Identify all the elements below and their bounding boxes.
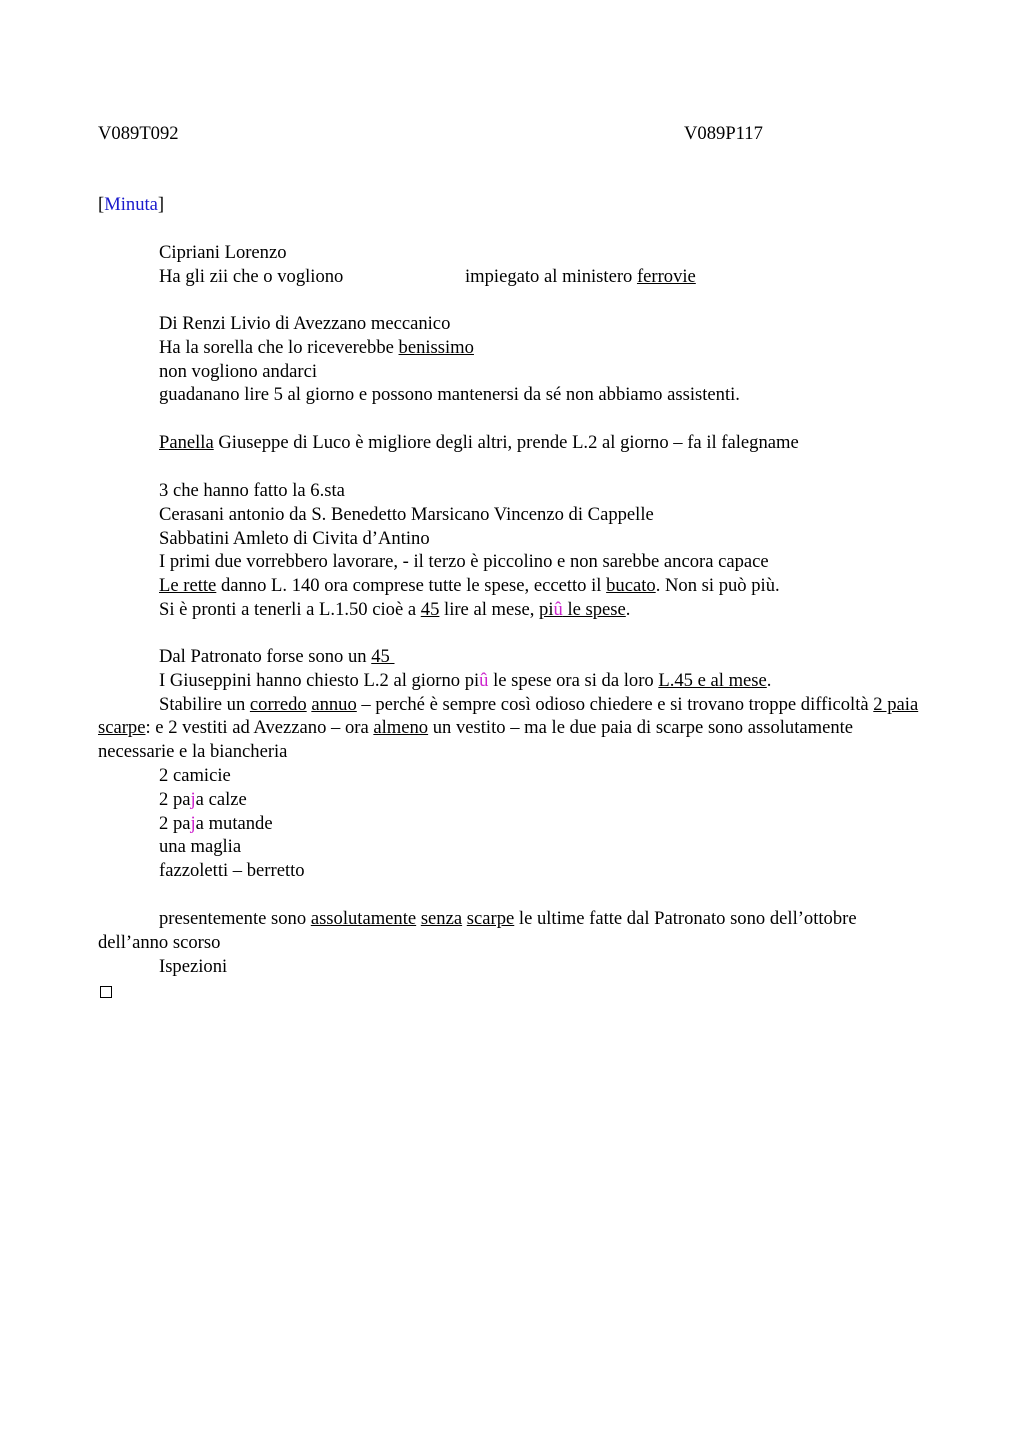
list-item bbox=[98, 788, 924, 812]
text-line: Di Renzi Livio di Avezzano meccanico bbox=[159, 313, 451, 334]
underlined-text: ferrovie bbox=[636, 265, 696, 287]
underlined-text: 2 paia scarpe bbox=[98, 693, 919, 739]
text-line bbox=[98, 669, 924, 693]
text-span: 2 pa bbox=[159, 812, 191, 834]
text-span: le spese bbox=[562, 598, 626, 620]
highlighted-char: j bbox=[190, 788, 196, 810]
paragraph-patronato bbox=[98, 645, 924, 883]
text-paragraph-corredo bbox=[98, 693, 924, 764]
text-line: non vogliono andarci bbox=[159, 360, 318, 382]
list-item bbox=[98, 812, 924, 836]
underlined-text: senza bbox=[420, 908, 463, 929]
text-span: . bbox=[625, 598, 631, 620]
text-line bbox=[98, 265, 924, 289]
text-span: Ha gli zii che o vogliono bbox=[159, 265, 344, 287]
text-line: Sabbatini Amleto di Civita d’Antino bbox=[159, 527, 430, 549]
text-line: Cipriani Lorenzo bbox=[159, 242, 287, 263]
text-line: guadanano lire 5 al giorno e possono mantenersi da sé non abbiamo assistenti. bbox=[159, 384, 740, 406]
text-span: le ultime fatte dal Patronato sono dell’ottobre dell’anno scorso bbox=[98, 908, 857, 953]
text-span: . bbox=[766, 669, 772, 691]
text-span: le spese ora si da loro bbox=[488, 669, 659, 691]
text-line: Ispezioni bbox=[159, 955, 228, 977]
text-span: a mutande bbox=[195, 812, 273, 834]
underlined-text: Le rette bbox=[159, 575, 217, 597]
label-bracket-open: [ bbox=[98, 194, 105, 215]
underlined-text: benissimo bbox=[398, 336, 474, 358]
text-line bbox=[98, 645, 924, 669]
text-span: Giuseppe di Luco è migliore degli altri, prende L.2 al giorno – fa il falegname bbox=[213, 432, 799, 453]
text-line: 3 che hanno fatto la 6.sta bbox=[159, 480, 345, 501]
paragraph-panella bbox=[98, 431, 924, 455]
underlined-text: L.45 e al mese bbox=[658, 669, 767, 691]
text-span: danno L. 140 ora comprese tutte le spese, eccetto il bbox=[216, 575, 607, 597]
empty-box-icon bbox=[100, 986, 112, 998]
text-span: pi bbox=[539, 598, 554, 620]
document-code-left: V089T092 bbox=[98, 123, 179, 144]
text-line bbox=[98, 598, 924, 622]
paragraph-sesta bbox=[98, 479, 924, 622]
paragraph-presentemente bbox=[98, 907, 924, 978]
text-span: Dal Patronato forse sono un bbox=[159, 646, 372, 667]
text-span: Si è pronti a tenerli a L.1.50 cioè a bbox=[159, 598, 421, 620]
text-line: Cerasani antonio da S. Benedetto Marsicano Vincenzo di Cappelle bbox=[159, 503, 654, 525]
document-code-right: V089P117 bbox=[684, 123, 763, 144]
text-span: . Non si può più. bbox=[655, 575, 780, 597]
highlighted-char: û bbox=[553, 598, 563, 620]
underlined-text: 45 bbox=[371, 646, 395, 667]
label-minuta: Minuta bbox=[104, 194, 158, 215]
checkbox-glyph bbox=[100, 981, 112, 1005]
text-span: – perché è sempre così odioso chiedere e si trovano troppe difficoltà bbox=[356, 693, 874, 715]
underlined-text: annuo bbox=[311, 693, 357, 715]
list-item: una maglia bbox=[159, 836, 242, 858]
text-span: un vestito – ma le due paia di scarpe sono assolutamente necessarie e la biancheria bbox=[98, 717, 854, 763]
underlined-text: assolutamente bbox=[310, 908, 417, 929]
text-span: lire al mese, bbox=[439, 598, 540, 620]
text-line bbox=[98, 336, 924, 360]
text-line bbox=[98, 574, 924, 598]
underlined-text: 45 bbox=[420, 598, 440, 620]
text-span: a calze bbox=[195, 788, 247, 810]
text-span: presentemente sono bbox=[159, 908, 311, 929]
text-line bbox=[98, 431, 924, 455]
text-span: 2 pa bbox=[159, 788, 191, 810]
text-span: : e 2 vestiti ad Avezzano – ora bbox=[145, 717, 374, 739]
list-item: 2 camicie bbox=[159, 764, 231, 786]
text-span: I Giuseppini hanno chiesto L.2 al giorno pi bbox=[159, 669, 480, 691]
underlined-text: scarpe bbox=[466, 908, 515, 929]
highlighted-char: û bbox=[479, 669, 489, 691]
underlined-text: Panella bbox=[159, 432, 214, 453]
text-line: I primi due vorrebbero lavorare, - il terzo è piccolino e non sarebbe ancora capace bbox=[159, 551, 769, 573]
list-item: fazzoletti – berretto bbox=[159, 860, 305, 882]
underlined-text: bucato bbox=[606, 575, 656, 597]
text-paragraph-scarpe bbox=[98, 907, 924, 955]
text-span-right bbox=[465, 265, 696, 289]
paragraph-di-renzi bbox=[98, 312, 924, 407]
text-span: Stabilire un bbox=[159, 693, 250, 715]
underlined-text: corredo bbox=[249, 693, 307, 715]
paragraph-cipriani bbox=[98, 241, 924, 289]
highlighted-char: j bbox=[190, 812, 196, 834]
underlined-text bbox=[539, 599, 626, 620]
underlined-text: almeno bbox=[373, 717, 429, 739]
text-span: impiegato al ministero bbox=[465, 265, 637, 287]
text-span: Ha la sorella che lo riceverebbe bbox=[159, 336, 399, 358]
label-bracket-close: ] bbox=[157, 194, 165, 215]
document-label bbox=[98, 193, 924, 217]
